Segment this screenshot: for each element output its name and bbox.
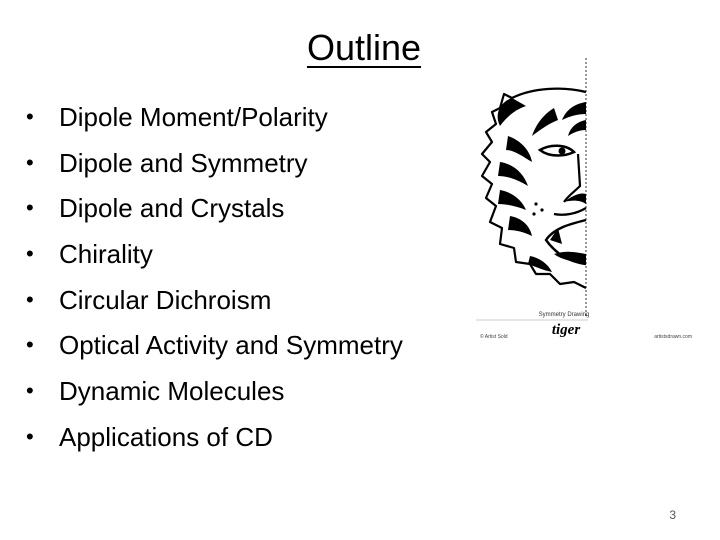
list-item-label: Optical Activity and Symmetry [59, 330, 403, 361]
bullet-icon: • [26, 332, 34, 358]
list-item-label: Chirality [59, 239, 153, 270]
image-heading: Symmetry Drawing [538, 312, 590, 318]
list-item-label: Dipole and Symmetry [59, 147, 308, 178]
list-item-label: Dynamic Molecules [59, 376, 285, 407]
image-credit-right: artistsdrawn.com [654, 334, 692, 340]
bullet-icon: • [26, 104, 34, 129]
list-item-label: Applications of CD [59, 421, 273, 452]
list-item-label: Circular Dichroism [59, 284, 272, 315]
bullet-icon: • [26, 423, 34, 449]
image-credit-left: © Artist Sold [480, 334, 508, 340]
slide-title: Outline [306, 27, 422, 68]
tiger-half-symmetry-drawing-icon [470, 58, 702, 350]
list-item-label: Dipole Moment/Polarity [59, 102, 328, 132]
list-item-label: Dipole and Crystals [59, 193, 285, 224]
bullet-icon: • [26, 378, 34, 404]
page-number: 3 [669, 508, 676, 522]
bullet-icon: • [26, 241, 34, 267]
bullet-icon: • [26, 149, 34, 175]
bullet-icon: • [26, 195, 34, 221]
image-caption: tiger [551, 322, 581, 338]
bullet-icon: • [26, 286, 34, 312]
